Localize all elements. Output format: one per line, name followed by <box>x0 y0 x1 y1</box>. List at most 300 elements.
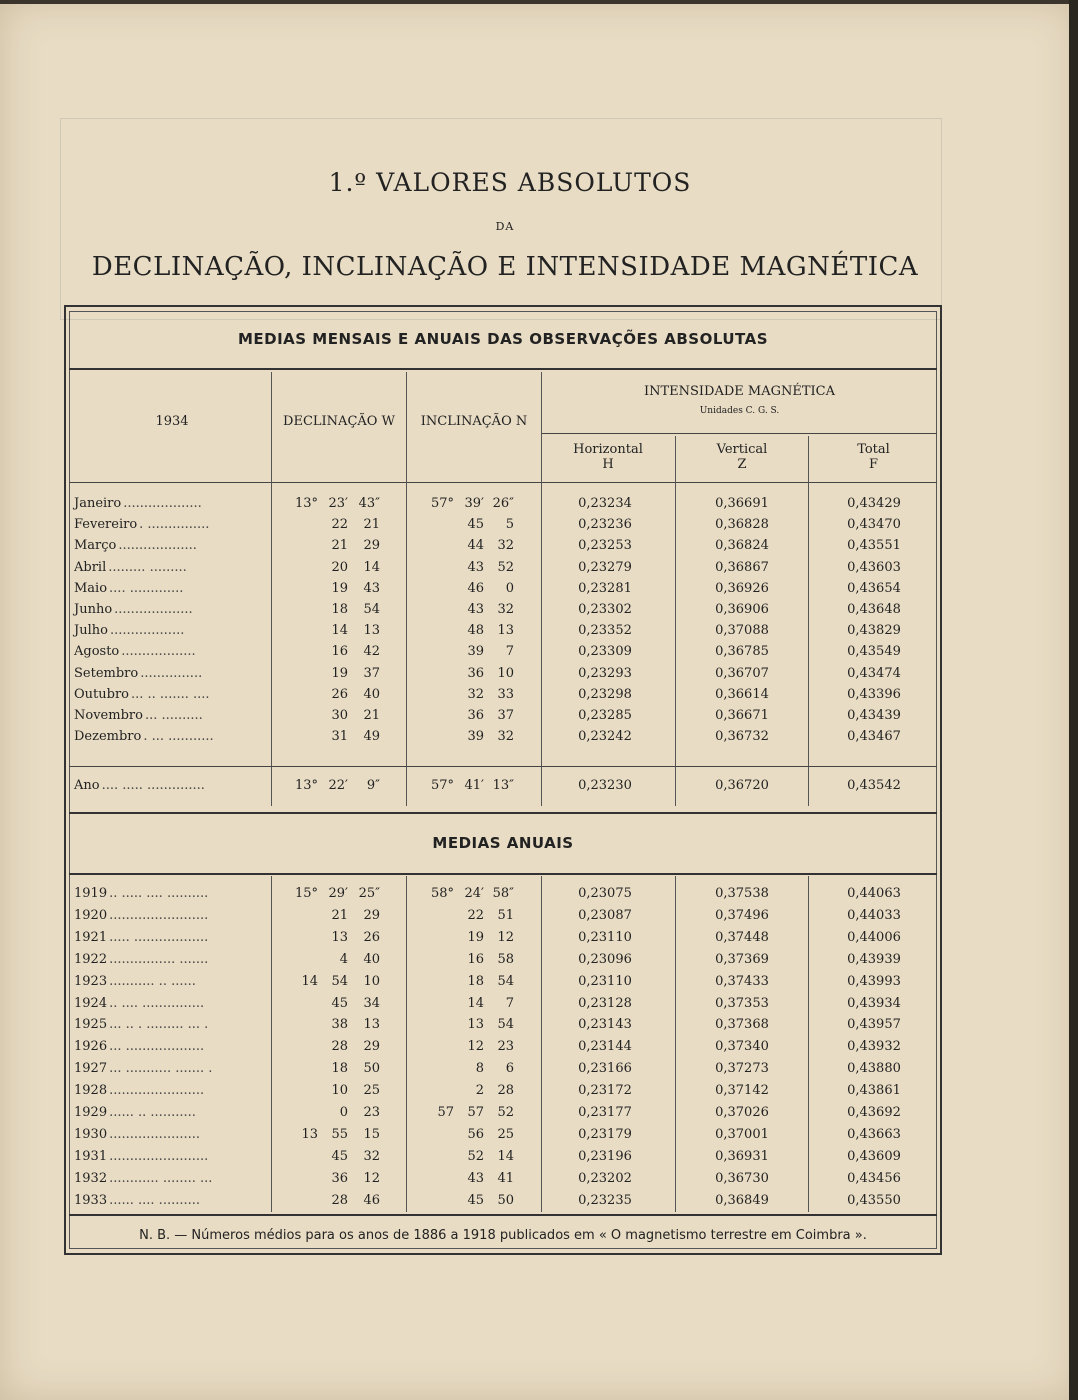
declination-minutes: 30 <box>331 708 348 723</box>
inclination-minutes: 32 <box>467 686 484 702</box>
declination-minutes: 18 <box>331 1061 348 1077</box>
table-row <box>74 687 934 707</box>
row-label: Novembro <box>74 708 143 723</box>
col-total-header: Total <box>857 442 890 457</box>
declination-seconds: 13 <box>363 1017 380 1033</box>
total-value: 0,43429 <box>847 496 901 511</box>
declination-seconds: 12 <box>363 1170 380 1186</box>
declination-minutes: 16 <box>331 644 348 660</box>
horizontal-value: 0,23279 <box>578 559 632 575</box>
inclination-seconds: 6 <box>505 1061 514 1077</box>
inclination-seconds: 13 <box>497 623 514 639</box>
row-label: Julho <box>74 623 108 639</box>
inclination-minutes: 52 <box>467 1148 484 1164</box>
vertical-value: 0,36824 <box>715 538 769 554</box>
inclination-minutes: 46 <box>467 580 484 596</box>
inclination-degrees: 57° <box>430 778 454 793</box>
row-leader-dots: .. ..... .... .......... <box>109 886 209 901</box>
table-row <box>74 538 934 558</box>
row-leader-dots: ........................ <box>109 907 209 923</box>
vertical-value: 0,36849 <box>715 1192 769 1208</box>
table-row <box>74 996 934 1016</box>
row-label: 1932 <box>74 1170 108 1186</box>
row-leader-dots: ..... .................. <box>109 929 209 945</box>
row-label: 1931 <box>74 1148 108 1164</box>
horizontal-value: 0,23075 <box>578 886 632 901</box>
inclination-seconds: 25 <box>497 1126 514 1142</box>
declination-seconds: 21 <box>363 708 380 723</box>
inclination-minutes: 56 <box>467 1126 484 1142</box>
inclination-seconds: 32 <box>497 729 514 745</box>
horizontal-value: 0,23087 <box>578 907 632 923</box>
inclination-seconds: 54 <box>497 973 514 989</box>
col-declination-header: DECLINAÇÃO W <box>283 414 395 429</box>
horizontal-value: 0,23242 <box>578 729 632 745</box>
row-label: Fevereiro <box>74 517 138 533</box>
inclination-seconds: 13″ <box>492 778 514 793</box>
row-leader-dots: .... ............. <box>109 580 184 596</box>
col-horizontal-header: Horizontal <box>573 442 643 457</box>
declination-seconds: 10 <box>363 973 380 989</box>
total-value: 0,44006 <box>847 929 901 945</box>
inclination-minutes: 48 <box>467 623 484 639</box>
declination-seconds: 32 <box>363 1148 380 1164</box>
declination-minutes: 14 <box>331 623 348 639</box>
horizontal-value: 0,23110 <box>578 973 632 989</box>
table-row <box>74 666 934 686</box>
col-intensity-header: INTENSIDADE MAGNÉTICA <box>643 384 836 399</box>
declination-minutes: 13 <box>331 929 348 945</box>
row-leader-dots: ... .......... <box>144 708 203 723</box>
declination-seconds: 21 <box>363 517 380 533</box>
horizontal-value: 0,23196 <box>578 1148 632 1164</box>
vertical-value: 0,37340 <box>715 1039 769 1055</box>
declination-degrees: 13° <box>294 778 318 793</box>
table-row <box>74 1017 934 1037</box>
horizontal-value: 0,23230 <box>578 778 632 793</box>
inclination-minutes: 57 <box>467 1105 484 1120</box>
total-value: 0,43551 <box>847 538 901 554</box>
inclination-minutes: 43 <box>467 559 484 575</box>
row-label: Dezembro <box>74 729 142 745</box>
horizontal-value: 0,23143 <box>578 1017 632 1033</box>
inclination-minutes: 24′ <box>464 886 484 901</box>
row-leader-dots: ....................... <box>109 1083 205 1099</box>
horizontal-value: 0,23285 <box>578 708 632 723</box>
table-row <box>74 560 934 580</box>
declination-minutes: 28 <box>331 1192 348 1208</box>
inclination-minutes: 19 <box>467 929 484 945</box>
total-value: 0,43609 <box>847 1148 901 1164</box>
vertical-value: 0,36926 <box>715 580 769 596</box>
declination-minutes: 22 <box>331 517 348 533</box>
vertical-value: 0,37448 <box>715 929 769 945</box>
inclination-seconds: 41 <box>497 1170 514 1186</box>
inclination-seconds: 12 <box>497 929 514 945</box>
declination-degrees: 13° <box>294 496 318 511</box>
rule <box>542 433 937 434</box>
col-units-header: Unidades C. G. S. <box>699 406 780 416</box>
row-leader-dots: .. .... ............... <box>109 995 205 1011</box>
inclination-degrees: 58° <box>430 886 454 901</box>
vertical-value: 0,36785 <box>715 644 769 660</box>
inclination-minutes: 39′ <box>464 496 484 511</box>
row-leader-dots: .... ..... .............. <box>101 778 205 793</box>
horizontal-value: 0,23293 <box>578 665 632 681</box>
row-leader-dots: ................... <box>114 602 193 617</box>
row-label: 1927 <box>74 1061 108 1077</box>
total-value: 0,43861 <box>847 1083 901 1099</box>
table-row <box>74 1171 934 1191</box>
vertical-value: 0,36828 <box>715 517 769 533</box>
rule <box>69 873 937 875</box>
vertical-value: 0,37369 <box>715 951 769 967</box>
total-value: 0,43957 <box>847 1017 901 1033</box>
declination-seconds: 26 <box>363 929 380 945</box>
total-value: 0,43939 <box>847 951 901 967</box>
page-title: 1.º VALORES ABSOLUTOS <box>328 168 692 197</box>
table-row <box>74 778 934 798</box>
inclination-minutes: 2 <box>475 1083 484 1099</box>
table-row <box>74 974 934 994</box>
declination-minutes: 21 <box>331 538 348 554</box>
inclination-minutes: 16 <box>467 951 484 967</box>
total-value: 0,43550 <box>847 1192 901 1208</box>
horizontal-value: 0,23234 <box>578 496 632 511</box>
table-row <box>74 1105 934 1125</box>
row-leader-dots: ...... .... .......... <box>109 1192 201 1208</box>
col-horizontal-symbol: H <box>602 457 614 472</box>
row-label: 1930 <box>74 1126 108 1142</box>
row-label: 1933 <box>74 1192 108 1208</box>
inclination-seconds: 0 <box>505 580 514 596</box>
declination-minutes: 26 <box>331 686 348 702</box>
row-label: 1920 <box>74 907 108 923</box>
total-value: 0,43934 <box>847 995 901 1011</box>
horizontal-value: 0,23235 <box>578 1192 632 1208</box>
table-row <box>74 708 934 728</box>
inclination-seconds: 32 <box>497 602 514 617</box>
total-value: 0,43603 <box>847 559 901 575</box>
vertical-value: 0,37496 <box>715 907 769 923</box>
horizontal-value: 0,23179 <box>578 1126 632 1142</box>
inclination-seconds: 14 <box>497 1148 514 1164</box>
vertical-value: 0,37142 <box>715 1083 769 1099</box>
declination-degrees: 14 <box>301 973 318 989</box>
table-row <box>74 886 934 906</box>
table-row <box>74 930 934 950</box>
total-value: 0,43396 <box>847 686 901 702</box>
inclination-seconds: 23 <box>497 1039 514 1055</box>
row-label: Março <box>74 538 117 554</box>
table-row <box>74 1083 934 1103</box>
inclination-minutes: 14 <box>467 995 484 1011</box>
row-label: 1919 <box>74 886 108 901</box>
declination-minutes: 18 <box>331 602 348 617</box>
table-row <box>74 517 934 537</box>
total-value: 0,43467 <box>847 729 901 745</box>
rule <box>69 482 937 483</box>
row-label: 1929 <box>74 1105 108 1120</box>
row-label: Janeiro <box>74 496 122 511</box>
inclination-seconds: 26″ <box>492 496 514 511</box>
total-value: 0,43654 <box>847 580 901 596</box>
total-value: 0,44033 <box>847 907 901 923</box>
inclination-seconds: 10 <box>497 665 514 681</box>
declination-minutes: 22′ <box>328 778 348 793</box>
total-value: 0,43663 <box>847 1126 901 1142</box>
declination-minutes: 0 <box>339 1105 348 1120</box>
row-leader-dots: .................. <box>121 644 196 660</box>
vertical-value: 0,37538 <box>715 886 769 901</box>
declination-seconds: 46 <box>363 1192 380 1208</box>
vertical-value: 0,36707 <box>715 665 769 681</box>
inclination-minutes: 45 <box>467 517 484 533</box>
row-label: Setembro <box>74 665 139 681</box>
row-leader-dots: ................... <box>118 538 197 554</box>
section-monthly-title: MEDIAS MENSAIS E ANUAIS DAS OBSERVAÇÕES ABSOLUTAS <box>237 330 769 348</box>
row-leader-dots: ........................ <box>109 1148 209 1164</box>
horizontal-value: 0,23309 <box>578 644 632 660</box>
horizontal-value: 0,23177 <box>578 1105 632 1120</box>
vertical-value: 0,37368 <box>715 1017 769 1033</box>
total-value: 0,44063 <box>847 886 901 901</box>
total-value: 0,43829 <box>847 623 901 639</box>
inclination-seconds: 58 <box>497 951 514 967</box>
declination-minutes: 19 <box>331 580 348 596</box>
total-value: 0,43880 <box>847 1061 901 1077</box>
declination-seconds: 34 <box>363 995 380 1011</box>
declination-minutes: 28 <box>331 1039 348 1055</box>
horizontal-value: 0,23110 <box>578 929 632 945</box>
declination-seconds: 49 <box>363 729 380 745</box>
total-value: 0,43549 <box>847 644 901 660</box>
inclination-seconds: 37 <box>497 708 514 723</box>
total-value: 0,43470 <box>847 517 901 533</box>
inclination-minutes: 36 <box>467 665 484 681</box>
declination-seconds: 43″ <box>358 496 380 511</box>
inclination-minutes: 22 <box>467 907 484 923</box>
row-leader-dots: ........... .. ...... <box>109 973 196 989</box>
vertical-value: 0,36867 <box>715 559 769 575</box>
vertical-value: 0,36931 <box>715 1148 769 1164</box>
declination-seconds: 25 <box>363 1083 380 1099</box>
title-connector: DA <box>495 220 515 233</box>
vertical-value: 0,37088 <box>715 623 769 639</box>
table-row <box>74 952 934 972</box>
declination-seconds: 14 <box>363 559 380 575</box>
total-value: 0,43542 <box>847 778 901 793</box>
table-row <box>74 1149 934 1169</box>
horizontal-value: 0,23202 <box>578 1170 632 1186</box>
horizontal-value: 0,23096 <box>578 951 632 967</box>
vertical-value: 0,36671 <box>715 708 769 723</box>
declination-minutes: 45 <box>331 995 348 1011</box>
vertical-value: 0,36691 <box>715 496 769 511</box>
row-leader-dots: ...................... <box>109 1126 201 1142</box>
declination-seconds: 25″ <box>358 886 380 901</box>
row-label: 1925 <box>74 1017 108 1033</box>
vertical-value: 0,37353 <box>715 995 769 1011</box>
total-value: 0,43993 <box>847 973 901 989</box>
vertical-value: 0,36732 <box>715 729 769 745</box>
horizontal-value: 0,23253 <box>578 538 632 554</box>
horizontal-value: 0,23166 <box>578 1061 632 1077</box>
declination-seconds: 54 <box>363 602 380 617</box>
inclination-minutes: 18 <box>467 973 484 989</box>
row-label: Maio <box>74 580 108 596</box>
vertical-value: 0,36730 <box>715 1170 769 1186</box>
table-row <box>74 1039 934 1059</box>
table-row <box>74 1193 934 1213</box>
inclination-seconds: 52 <box>497 1105 514 1120</box>
table-row <box>74 496 934 516</box>
inclination-minutes: 44 <box>467 538 484 554</box>
declination-seconds: 42 <box>363 644 380 660</box>
horizontal-value: 0,23128 <box>578 995 632 1011</box>
row-leader-dots: .................. <box>109 623 185 639</box>
declination-seconds: 29 <box>363 538 380 554</box>
row-leader-dots: ................... <box>123 496 202 511</box>
inclination-seconds: 7 <box>505 644 514 660</box>
declination-minutes: 10 <box>331 1083 348 1099</box>
horizontal-value: 0,23281 <box>578 580 632 596</box>
table-row <box>74 908 934 928</box>
horizontal-value: 0,23236 <box>578 517 632 533</box>
row-label: Agosto <box>74 644 120 660</box>
inclination-seconds: 52 <box>497 559 514 575</box>
inclination-minutes: 43 <box>467 1170 484 1186</box>
inclination-seconds: 54 <box>497 1017 514 1033</box>
inclination-seconds: 51 <box>497 907 514 923</box>
inclination-seconds: 33 <box>497 686 514 702</box>
total-value: 0,43456 <box>847 1170 901 1186</box>
row-label: 1924 <box>74 995 108 1011</box>
total-value: 0,43692 <box>847 1105 901 1120</box>
row-label: Outubro <box>74 686 129 702</box>
declination-seconds: 23 <box>363 1105 380 1120</box>
declination-seconds: 15 <box>363 1126 380 1142</box>
horizontal-value: 0,23172 <box>578 1083 632 1099</box>
declination-minutes: 45 <box>331 1148 348 1164</box>
row-label: Abril <box>74 559 107 575</box>
row-leader-dots: . ... ........... <box>143 729 214 745</box>
declination-minutes: 55 <box>331 1126 348 1142</box>
col-vertical-symbol: Z <box>737 457 747 472</box>
scan-top-edge <box>0 0 1078 4</box>
inclination-minutes: 36 <box>467 708 484 723</box>
row-label: 1922 <box>74 951 108 967</box>
declination-minutes: 29′ <box>328 886 348 901</box>
row-label: Ano <box>74 778 100 793</box>
vertical-value: 0,37001 <box>715 1126 769 1142</box>
vertical-value: 0,36614 <box>715 686 769 702</box>
inclination-seconds: 50 <box>497 1192 514 1208</box>
table-row <box>74 581 934 601</box>
rule <box>69 368 937 370</box>
col-year-header: 1934 <box>155 414 189 429</box>
vertical-value: 0,37273 <box>715 1061 769 1077</box>
row-leader-dots: ...... .. ........... <box>109 1105 196 1120</box>
inclination-seconds: 28 <box>497 1083 514 1099</box>
declination-seconds: 37 <box>363 665 380 681</box>
declination-seconds: 13 <box>363 623 380 639</box>
row-label: 1923 <box>74 973 108 989</box>
inclination-seconds: 58″ <box>492 886 514 901</box>
rule <box>69 766 937 767</box>
rule <box>69 812 937 814</box>
inclination-seconds: 5 <box>505 517 514 533</box>
inclination-minutes: 45 <box>467 1192 484 1208</box>
declination-minutes: 36 <box>331 1170 348 1186</box>
total-value: 0,43648 <box>847 602 901 617</box>
inclination-minutes: 43 <box>467 602 484 617</box>
table-row <box>74 1061 934 1081</box>
declination-seconds: 29 <box>363 907 380 923</box>
inclination-seconds: 32 <box>497 538 514 554</box>
declination-degrees: 13 <box>301 1126 318 1142</box>
col-vertical-header: Vertical <box>716 442 768 457</box>
table-row <box>74 602 934 622</box>
inclination-degrees: 57 <box>437 1105 454 1120</box>
declination-minutes: 54 <box>331 973 348 989</box>
declination-seconds: 9″ <box>366 778 380 793</box>
horizontal-value: 0,23302 <box>578 602 632 617</box>
declination-seconds: 29 <box>363 1039 380 1055</box>
inclination-minutes: 39 <box>467 644 484 660</box>
inclination-minutes: 8 <box>475 1061 484 1077</box>
declination-seconds: 40 <box>363 951 380 967</box>
declination-minutes: 21 <box>331 907 348 923</box>
row-label: 1926 <box>74 1039 108 1055</box>
total-value: 0,43474 <box>847 665 901 681</box>
rule <box>69 1214 937 1216</box>
inclination-minutes: 41′ <box>464 778 484 793</box>
row-leader-dots: ................ ....... <box>109 951 209 967</box>
declination-minutes: 38 <box>331 1017 348 1033</box>
total-value: 0,43932 <box>847 1039 901 1055</box>
row-label: 1921 <box>74 929 108 945</box>
declination-degrees: 15° <box>294 886 318 901</box>
declination-minutes: 4 <box>339 951 348 967</box>
declination-minutes: 31 <box>331 729 348 745</box>
row-leader-dots: ... .. ....... .... <box>131 686 210 702</box>
page-subtitle: DECLINAÇÃO, INCLINAÇÃO E INTENSIDADE MAGNÉTICA <box>91 252 919 282</box>
row-label: 1928 <box>74 1083 108 1099</box>
declination-seconds: 43 <box>363 580 380 596</box>
inclination-seconds: 7 <box>505 995 514 1011</box>
table-row <box>74 729 934 749</box>
bleed-through-ghost <box>60 118 942 320</box>
table-row <box>74 1127 934 1147</box>
vertical-value: 0,36906 <box>715 602 769 617</box>
table-row <box>74 623 934 643</box>
row-leader-dots: ............ ........ ... <box>109 1170 213 1186</box>
inclination-minutes: 13 <box>467 1017 484 1033</box>
total-value: 0,43439 <box>847 708 901 723</box>
col-inclination-header: INCLINAÇÃO N <box>420 414 528 429</box>
horizontal-value: 0,23298 <box>578 686 632 702</box>
row-label: Junho <box>74 602 113 617</box>
scan-right-edge <box>1069 0 1078 1400</box>
declination-seconds: 50 <box>363 1061 380 1077</box>
vertical-value: 0,37433 <box>715 973 769 989</box>
declination-minutes: 19 <box>331 665 348 681</box>
row-leader-dots: ... ........... ....... . <box>109 1061 213 1077</box>
row-leader-dots: ......... ......... <box>108 559 187 575</box>
inclination-minutes: 39 <box>467 729 484 745</box>
declination-seconds: 40 <box>363 686 380 702</box>
